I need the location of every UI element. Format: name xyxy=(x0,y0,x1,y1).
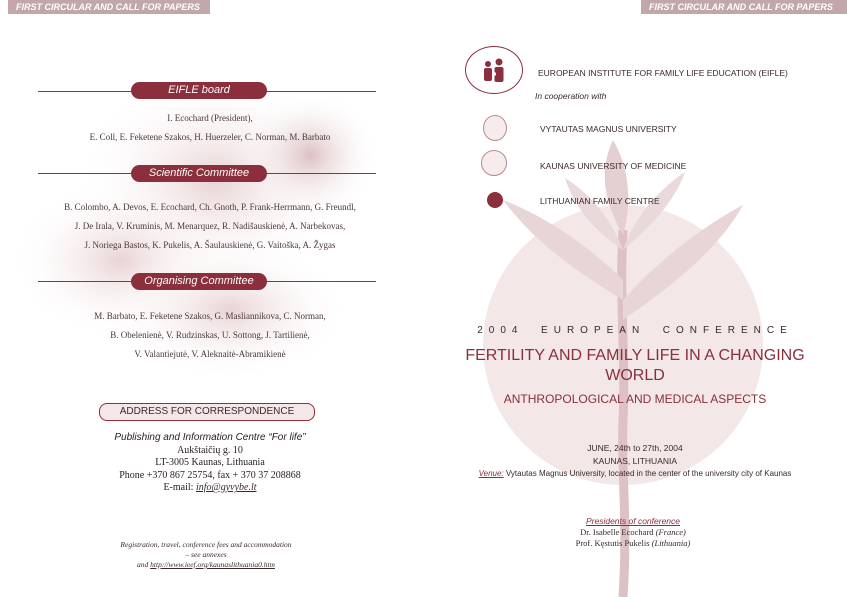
left-page xyxy=(0,0,423,597)
registration-note: Registration, travel, conference fees and accommodation – see annexes and http://www.ieef.org/kaunaslithuania0.htm xyxy=(120,540,292,569)
partner-lfc: LITHUANIAN FAMILY CENTRE xyxy=(540,196,660,206)
conference-dates: JUNE, 24th to 27th, 2004 xyxy=(587,443,683,453)
address-heading: ADDRESS FOR CORRESPONDENCE xyxy=(99,403,315,421)
partner-vmu: VYTAUTAS MAGNUS UNIVERSITY xyxy=(540,124,677,134)
conference-line: 2004 EUROPEAN CONFERENCE xyxy=(477,325,793,336)
family-icon xyxy=(466,47,522,93)
right-page xyxy=(423,0,847,597)
board-members: I. Ecochard (President), E. Coll, E. Feketene Szakos, H. Huerzeler, C. Norman, M. Barbato xyxy=(89,113,331,142)
eifle-logo xyxy=(465,46,523,94)
scientific-heading: Scientific Committee xyxy=(131,165,267,182)
scientific-members: B. Colombo, A. Devos, E. Ecochard, Ch. Gnoth, P. Frank-Herrmann, G. Freundl, J. De Irala, V. Kruminis, M. Menarquez, R. Nadišauskienė, A. Narbekovas, J. Noriega Bastos, K. Pukelis, A. Šaulauskienė, G. Vaitoška, A. Žygas xyxy=(64,202,356,250)
conference-place: KAUNAS, LITHUANIA xyxy=(592,456,678,466)
header-tab-right: FIRST CIRCULAR AND CALL FOR PAPERS xyxy=(641,0,847,14)
lfc-logo-icon xyxy=(487,192,503,208)
cooperation-label: In cooperation with xyxy=(535,91,607,101)
registration-link[interactable]: http://www.ieef.org/kaunaslithuania0.htm xyxy=(150,560,275,569)
conference-title: FERTILITY AND FAMILY LIFE IN A CHANGING WORLD xyxy=(465,347,805,384)
address-block: Publishing and Information Centre “For life” Aukštaičių g. 10 LT-3005 Kaunas, Lithuania Phone +370 867 25754, fax + 370 37 208868 E-mail: info@gyvybe.lt xyxy=(114,432,306,493)
kum-logo-icon xyxy=(481,150,507,176)
header-tab-left: FIRST CIRCULAR AND CALL FOR PAPERS xyxy=(8,0,210,14)
partner-kum: KAUNAS UNIVERSITY OF MEDICINE xyxy=(540,161,687,171)
email-link[interactable]: info@gyvybe.lt xyxy=(195,482,257,493)
conference-subtitle: ANTHROPOLOGICAL AND MEDICAL ASPECTS xyxy=(503,392,767,406)
board-heading: EIFLE board xyxy=(131,82,267,99)
venue: Venue: Vytautas Magnus University, located in the center of the university city of Kaunas xyxy=(478,469,792,478)
vmu-logo-icon xyxy=(483,115,507,141)
institute-name: EUROPEAN INSTITUTE FOR FAMILY LIFE EDUCATION (EIFLE) xyxy=(538,68,788,78)
organising-members: M. Barbato, E. Feketene Szakos, G. Masliannikova, C. Norman, B. Obelenienė, V. Rudzinskas, U. Sottong, J. Tartilienė, V. Valantiejutė, V. Aleknaitė-Abramikienė xyxy=(94,311,326,359)
organising-heading: Organising Committee xyxy=(131,273,267,290)
presidents-block: Presidents of conference Dr. Isabelle Ecochard (France) Prof. Kęstutis Pukelis (Lithuania) xyxy=(575,516,691,548)
